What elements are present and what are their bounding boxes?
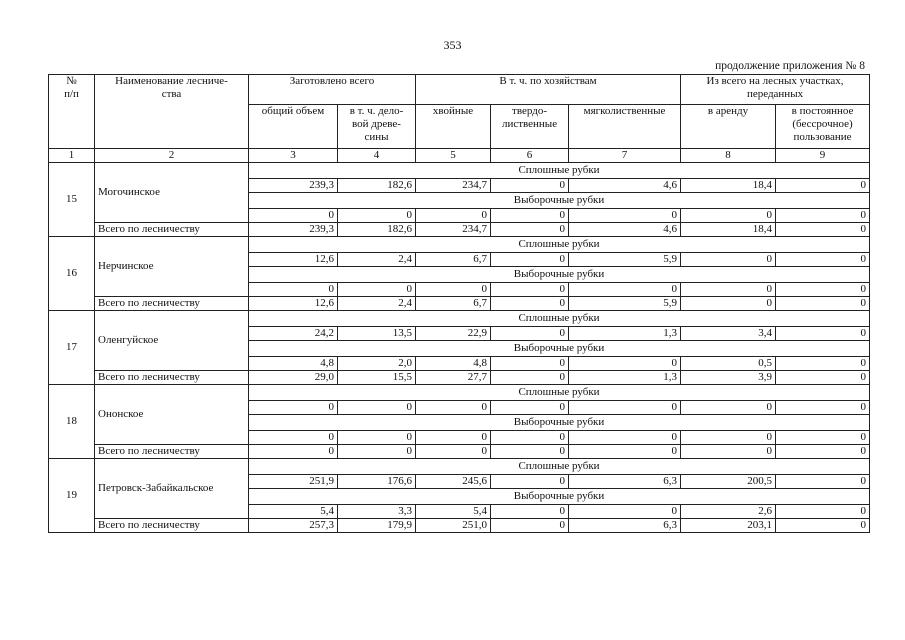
clear-cut-value: 0 xyxy=(681,253,776,267)
total-value: 0 xyxy=(776,371,870,385)
total-value: 15,5 xyxy=(338,371,416,385)
clear-cut-value: 6,7 xyxy=(416,253,491,267)
clear-cut-value: 0 xyxy=(681,401,776,415)
clear-cut-value: 239,3 xyxy=(249,179,338,193)
total-value: 2,4 xyxy=(338,297,416,311)
selective-cut-value: 2,6 xyxy=(681,505,776,519)
clear-cut-label: Сплошные рубки xyxy=(249,311,870,327)
clear-cut-value: 245,6 xyxy=(416,475,491,489)
clear-cut-value: 0 xyxy=(776,327,870,341)
header-hardwood: твердо- лиственные xyxy=(491,105,569,149)
total-value: 27,7 xyxy=(416,371,491,385)
clear-cut-value: 1,3 xyxy=(569,327,681,341)
clear-cut-value: 2,4 xyxy=(338,253,416,267)
total-label: Всего по лесничеству xyxy=(95,371,249,385)
clear-cut-value: 234,7 xyxy=(416,179,491,193)
header-total-volume: общий объем xyxy=(249,105,338,149)
selective-cut-value: 3,3 xyxy=(338,505,416,519)
clear-cut-value: 18,4 xyxy=(681,179,776,193)
total-value: 0 xyxy=(491,445,569,459)
selective-cut-value: 0 xyxy=(249,209,338,223)
row-number: 18 xyxy=(49,385,95,459)
selective-cut-value: 0 xyxy=(491,357,569,371)
selective-cut-value: 4,8 xyxy=(249,357,338,371)
selective-cut-value: 0 xyxy=(491,283,569,297)
col-number: 3 xyxy=(249,149,338,163)
total-value: 0 xyxy=(569,445,681,459)
total-value: 4,6 xyxy=(569,223,681,237)
clear-cut-value: 0 xyxy=(491,475,569,489)
header-softwood: мягколиственные xyxy=(569,105,681,149)
col-number: 6 xyxy=(491,149,569,163)
total-value: 203,1 xyxy=(681,519,776,533)
clear-cut-value: 182,6 xyxy=(338,179,416,193)
total-value: 5,9 xyxy=(569,297,681,311)
total-value: 257,3 xyxy=(249,519,338,533)
clear-cut-value: 13,5 xyxy=(338,327,416,341)
forestry-name: Могочинское xyxy=(95,163,249,223)
forestry-name: Петровск-Забайкальское xyxy=(95,459,249,519)
total-value: 0 xyxy=(681,445,776,459)
selective-cut-value: 0 xyxy=(681,209,776,223)
clear-cut-label: Сплошные рубки xyxy=(249,163,870,179)
total-value: 179,9 xyxy=(338,519,416,533)
header-incl-business: в т. ч. дело- вой древе- сины xyxy=(338,105,416,149)
forestry-name: Нерчинское xyxy=(95,237,249,297)
header-name: Наименование лесниче- ства xyxy=(95,75,249,149)
total-value: 251,0 xyxy=(416,519,491,533)
selective-cut-value: 5,4 xyxy=(416,505,491,519)
total-value: 0 xyxy=(491,371,569,385)
col-number: 7 xyxy=(569,149,681,163)
clear-cut-value: 0 xyxy=(491,401,569,415)
clear-cut-value: 5,9 xyxy=(569,253,681,267)
col-number: 9 xyxy=(776,149,870,163)
selective-cut-value: 0 xyxy=(569,431,681,445)
selective-cut-value: 0 xyxy=(569,283,681,297)
row-number: 19 xyxy=(49,459,95,533)
header-lease: в аренду xyxy=(681,105,776,149)
clear-cut-value: 12,6 xyxy=(249,253,338,267)
selective-cut-value: 0 xyxy=(338,283,416,297)
row-number: 16 xyxy=(49,237,95,311)
clear-cut-label: Сплошные рубки xyxy=(249,237,870,253)
total-value: 0 xyxy=(776,297,870,311)
selective-cut-value: 0 xyxy=(776,283,870,297)
selective-cut-label: Выборочные рубки xyxy=(249,489,870,505)
total-label: Всего по лесничеству xyxy=(95,223,249,237)
col-number: 2 xyxy=(95,149,249,163)
selective-cut-value: 0 xyxy=(776,431,870,445)
total-value: 12,6 xyxy=(249,297,338,311)
total-value: 1,3 xyxy=(569,371,681,385)
clear-cut-value: 0 xyxy=(776,475,870,489)
selective-cut-label: Выборочные рубки xyxy=(249,193,870,209)
selective-cut-value: 0 xyxy=(416,283,491,297)
clear-cut-value: 0 xyxy=(338,401,416,415)
selective-cut-value: 0 xyxy=(338,209,416,223)
clear-cut-value: 4,6 xyxy=(569,179,681,193)
selective-cut-label: Выборочные рубки xyxy=(249,341,870,357)
header-no: № п/п xyxy=(49,75,95,149)
row-number: 15 xyxy=(49,163,95,237)
continuation-note: продолжение приложения № 8 xyxy=(715,60,865,72)
total-value: 6,7 xyxy=(416,297,491,311)
selective-cut-value: 0 xyxy=(569,209,681,223)
header-forest-plots: Из всего на лесных участках, переданных xyxy=(681,75,870,105)
total-value: 239,3 xyxy=(249,223,338,237)
selective-cut-value: 0 xyxy=(776,209,870,223)
selective-cut-value: 2,0 xyxy=(338,357,416,371)
forestry-name: Оленгуйское xyxy=(95,311,249,371)
col-number: 5 xyxy=(416,149,491,163)
total-value: 0 xyxy=(681,297,776,311)
clear-cut-value: 6,3 xyxy=(569,475,681,489)
clear-cut-value: 0 xyxy=(416,401,491,415)
selective-cut-value: 4,8 xyxy=(416,357,491,371)
total-value: 29,0 xyxy=(249,371,338,385)
selective-cut-value: 0 xyxy=(249,283,338,297)
selective-cut-value: 0 xyxy=(491,431,569,445)
selective-cut-value: 0 xyxy=(491,505,569,519)
col-number: 1 xyxy=(49,149,95,163)
selective-cut-value: 0 xyxy=(776,357,870,371)
clear-cut-value: 22,9 xyxy=(416,327,491,341)
col-number: 8 xyxy=(681,149,776,163)
total-value: 0 xyxy=(249,445,338,459)
clear-cut-value: 0 xyxy=(569,401,681,415)
total-value: 0 xyxy=(776,223,870,237)
total-value: 6,3 xyxy=(569,519,681,533)
selective-cut-value: 0 xyxy=(569,505,681,519)
selective-cut-value: 0,5 xyxy=(681,357,776,371)
header-permanent: в постоянное (бессрочное) пользование xyxy=(776,105,870,149)
selective-cut-value: 0 xyxy=(416,209,491,223)
selective-cut-label: Выборочные рубки xyxy=(249,267,870,283)
selective-cut-value: 0 xyxy=(681,283,776,297)
total-value: 0 xyxy=(776,519,870,533)
total-value: 0 xyxy=(338,445,416,459)
selective-cut-value: 0 xyxy=(416,431,491,445)
page-number: 353 xyxy=(443,38,462,52)
clear-cut-value: 251,9 xyxy=(249,475,338,489)
total-value: 18,4 xyxy=(681,223,776,237)
selective-cut-value: 0 xyxy=(491,209,569,223)
clear-cut-value: 24,2 xyxy=(249,327,338,341)
clear-cut-label: Сплошные рубки xyxy=(249,459,870,475)
selective-cut-value: 0 xyxy=(681,431,776,445)
total-value: 0 xyxy=(491,223,569,237)
total-label: Всего по лесничеству xyxy=(95,445,249,459)
header-by-farms: В т. ч. по хозяйствам xyxy=(416,75,681,105)
total-value: 0 xyxy=(491,297,569,311)
selective-cut-value: 0 xyxy=(776,505,870,519)
clear-cut-value: 0 xyxy=(491,253,569,267)
total-value: 0 xyxy=(776,445,870,459)
header-coniferous: хвойные xyxy=(416,105,491,149)
total-value: 0 xyxy=(416,445,491,459)
clear-cut-value: 0 xyxy=(776,179,870,193)
clear-cut-value: 0 xyxy=(249,401,338,415)
total-value: 3,9 xyxy=(681,371,776,385)
total-label: Всего по лесничеству xyxy=(95,519,249,533)
clear-cut-value: 0 xyxy=(491,179,569,193)
selective-cut-value: 0 xyxy=(249,431,338,445)
clear-cut-value: 0 xyxy=(776,253,870,267)
forestry-name: Ононское xyxy=(95,385,249,445)
selective-cut-value: 0 xyxy=(569,357,681,371)
total-value: 234,7 xyxy=(416,223,491,237)
header-harvested-total: Заготовлено всего xyxy=(249,75,416,105)
forestry-table xyxy=(48,74,870,533)
clear-cut-value: 0 xyxy=(491,327,569,341)
total-value: 182,6 xyxy=(338,223,416,237)
selective-cut-value: 0 xyxy=(338,431,416,445)
clear-cut-value: 200,5 xyxy=(681,475,776,489)
row-number: 17 xyxy=(49,311,95,385)
clear-cut-value: 3,4 xyxy=(681,327,776,341)
col-number: 4 xyxy=(338,149,416,163)
clear-cut-value: 176,6 xyxy=(338,475,416,489)
total-value: 0 xyxy=(491,519,569,533)
selective-cut-value: 5,4 xyxy=(249,505,338,519)
clear-cut-value: 0 xyxy=(776,401,870,415)
total-label: Всего по лесничеству xyxy=(95,297,249,311)
clear-cut-label: Сплошные рубки xyxy=(249,385,870,401)
selective-cut-label: Выборочные рубки xyxy=(249,415,870,431)
